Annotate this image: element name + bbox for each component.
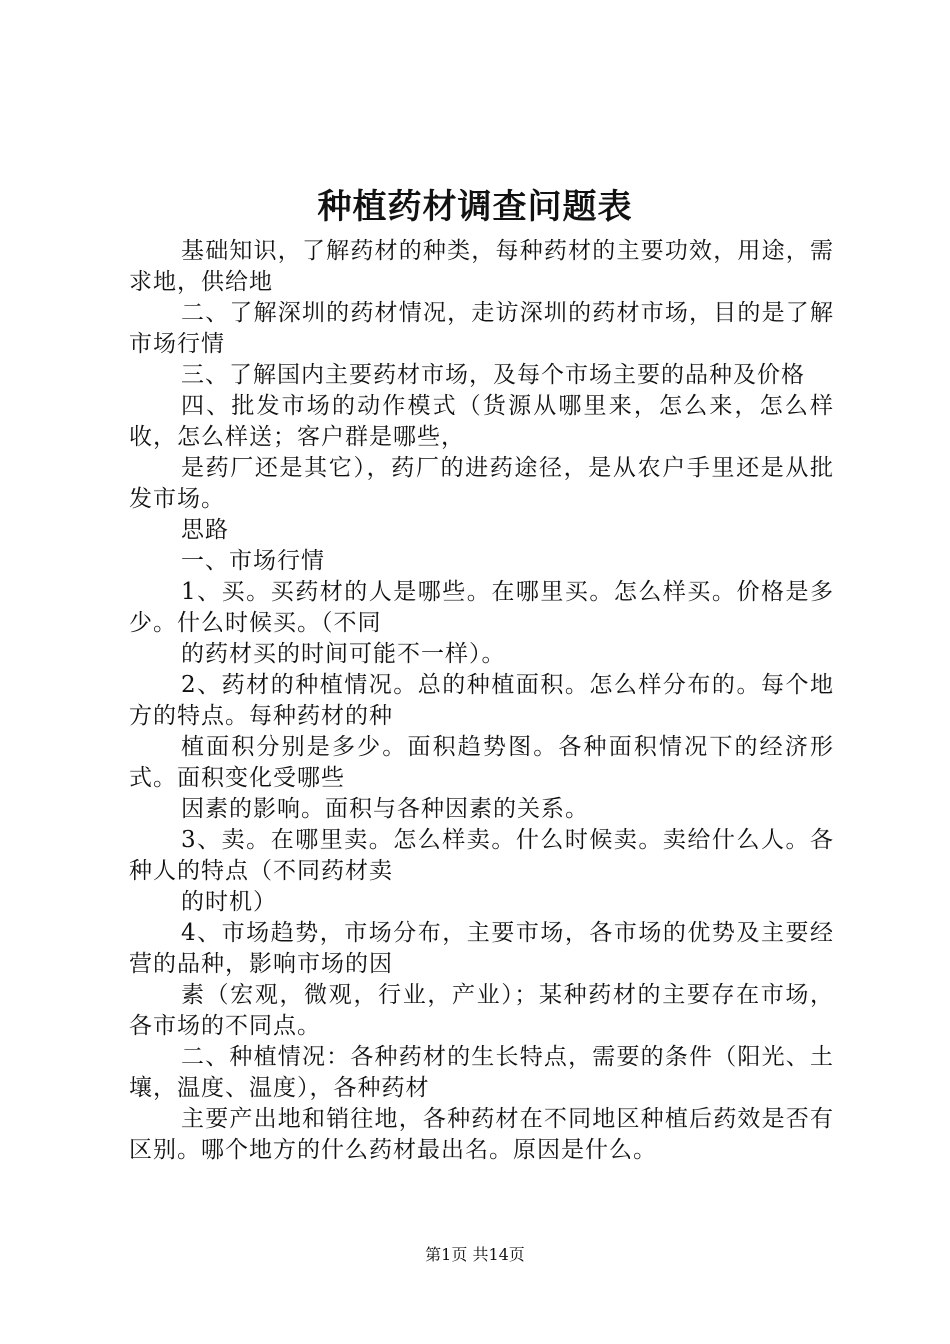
paragraph: 二、了解深圳的药材情况，走访深圳的药材市场，目的是了解市场行情: [129, 300, 834, 357]
paragraph: 二、种植情况：各种药材的生长特点，需要的条件（阳光、土壤，温度、温度），各种药材: [129, 1044, 834, 1101]
document-body: [129, 236, 834, 1166]
document-title: 种植药材调查问题表: [317, 187, 633, 227]
paragraph: 思路: [181, 517, 229, 543]
paragraph: 1、买。买药材的人是哪些。在哪里买。怎么样买。价格是多少。什么时候买。（不同: [129, 579, 834, 636]
paragraph: 植面积分别是多少。面积趋势图。各种面积情况下的经济形式。面积变化受哪些: [129, 734, 834, 791]
paragraph: 4、市场趋势，市场分布，主要市场，各市场的优势及主要经营的品种，影响市场的因: [129, 920, 834, 977]
paragraph: 三、了解国内主要药材市场，及每个市场主要的品种及价格: [181, 362, 805, 388]
paragraph: 四、批发市场的动作模式（货源从哪里来，怎么来，怎么样收，怎么样送；客户群是哪些，: [129, 393, 834, 450]
paragraph: 的时机）: [181, 889, 277, 915]
paragraph: 的药材买的时间可能不一样）。: [181, 641, 506, 667]
paragraph: 主要产出地和销往地，各种药材在不同地区种植后药效是否有区别。哪个地方的什么药材最出名。原因是什么。: [129, 1106, 834, 1163]
paragraph: 基础知识，了解药材的种类，每种药材的主要功效，用途，需求地，供给地: [129, 238, 834, 295]
paragraph: 2、药材的种植情况。总的种植面积。怎么样分布的。每个地方的特点。每种药材的种: [129, 672, 834, 729]
paragraph: 一、市场行情: [181, 548, 325, 574]
page-number-footer: 第1页 共14页: [425, 1245, 525, 1264]
paragraph: 3、卖。在哪里卖。怎么样卖。什么时候卖。卖给什么人。各种人的特点（不同药材卖: [129, 827, 834, 884]
paragraph: 因素的影响。面积与各种因素的关系。: [181, 796, 589, 822]
paragraph: 素（宏观，微观，行业，产业）；某种药材的主要存在市场，各市场的不同点。: [129, 982, 834, 1039]
paragraph: 是药厂还是其它），药厂的进药途径，是从农户手里还是从批发市场。: [129, 455, 834, 512]
